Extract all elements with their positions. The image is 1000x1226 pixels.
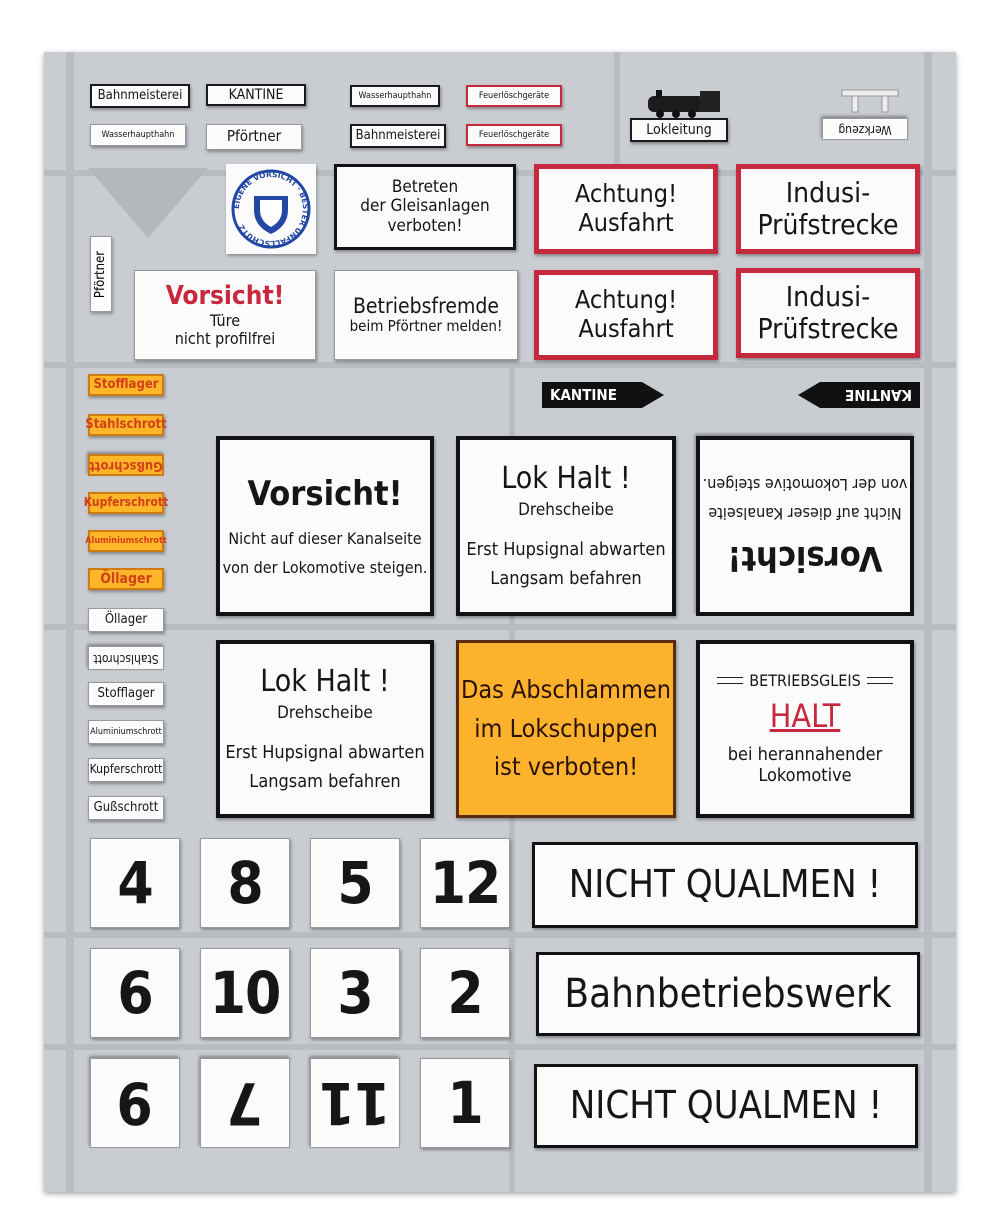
material-label-white: Stofflager (88, 682, 164, 706)
sign-line: von der Lokomotive steigen. (702, 475, 908, 495)
sprue-rail (66, 52, 74, 1192)
sign-line: Achtung! Ausfahrt (574, 179, 678, 237)
sign-kantine-arrow (798, 382, 920, 408)
sign-line: ist verboten! (493, 752, 639, 782)
sign-line: Nicht auf dieser Kanalseite (228, 529, 422, 549)
sign-title: Vorsicht! (165, 280, 285, 311)
number-tile: 3 (310, 948, 400, 1038)
sign-line: Erst Hupsignal abwarten (225, 742, 425, 764)
sign-feuerloeschgeraete: Feuerlöschgeräte (466, 124, 562, 146)
material-label-white: Aluminiumschrott (88, 720, 164, 744)
number-tile: 9 (90, 1058, 180, 1148)
sign-line: Betriebsfremde (352, 294, 500, 319)
sign-indusi-pruefstrecke (736, 164, 920, 254)
material-label-orange: Gußschrott (88, 454, 164, 476)
sign-line: verboten! (387, 215, 463, 236)
sign-title: Lok Halt ! (260, 664, 390, 700)
sign-achtung-ausfahrt (534, 270, 718, 360)
material-label-white: Stahlschrott (88, 646, 164, 670)
sign-feuerloeschgeraete: Feuerlöschgeräte (466, 85, 562, 107)
sprue-rail (924, 52, 932, 1192)
material-label-orange: Stofflager (88, 374, 164, 396)
sign-kantine-small: KANTINE (206, 84, 306, 106)
sign-line: NICHT QUALMEN ! (568, 862, 882, 907)
sign-line: beim Pförtner melden! (349, 317, 503, 336)
sign-wasserhaupthahn: Wasserhaupthahn (90, 124, 186, 146)
sign-title: Vorsicht! (727, 537, 883, 578)
double-line-decoration (717, 677, 743, 684)
sign-line: BETRIEBSGLEIS (749, 670, 861, 690)
sign-werkzeug: Werkzeug (822, 118, 908, 140)
number-tile: 12 (420, 838, 510, 928)
sign-nicht-qualmen (532, 842, 918, 928)
tool-figure (838, 86, 902, 114)
shield-icon (226, 164, 316, 254)
sign-lokleitung: Lokleitung (630, 118, 728, 142)
material-label-orange: Kupferschrott (88, 492, 164, 514)
sign-kantine-arrow (542, 382, 664, 408)
sign-line: Achtung! Ausfahrt (574, 285, 678, 343)
sign-line: Das Abschlammen (461, 674, 671, 704)
material-label-orange: Aluminiumschrott (88, 530, 164, 552)
sign-nicht-qualmen (534, 1064, 918, 1148)
sign-line: bei herannahender (727, 743, 883, 765)
number-tile: 7 (200, 1058, 290, 1148)
sign-title: HALT (769, 697, 841, 736)
arrow-label: KANTINE (542, 382, 642, 408)
sign-pfoertner-vertical (90, 236, 112, 312)
number-tile: 1 (420, 1058, 510, 1148)
sign-vorsicht-tuere (134, 270, 316, 360)
number-tile: 10 (200, 948, 290, 1038)
sign-line: Indusi- (785, 175, 871, 209)
sign-betriebsfremde (334, 270, 518, 360)
sign-indusi-pruefstrecke (736, 268, 920, 358)
pfoertner-vertical-label: Pförtner (93, 250, 109, 298)
sign-vorsicht-kanalseite (216, 436, 434, 616)
sign-line: nicht profilfrei (174, 328, 276, 348)
sprue-gate-funnel (88, 168, 208, 238)
sign-line: Langsam befahren (490, 568, 642, 590)
sign-line: Erst Hupsignal abwarten (466, 539, 666, 561)
sign-lok-halt (216, 640, 434, 818)
number-tile: 4 (90, 838, 180, 928)
sprue-rail (614, 52, 620, 172)
sign-title: Lok Halt ! (501, 461, 631, 497)
material-label-orange: Stahlschrott (88, 414, 164, 436)
sign-line: Türe (209, 310, 241, 330)
sign-bahnmeisterei: Bahnmeisterei (350, 124, 446, 148)
material-label-white: Gußschrott (88, 796, 164, 820)
number-tile: 11 (310, 1058, 400, 1148)
sign-line: Prüfstrecke (757, 208, 899, 241)
sign-wasserhaupthahn: Wasserhaupthahn (350, 85, 440, 107)
material-label-white: Öllager (88, 608, 164, 632)
sign-line: NICHT QUALMEN ! (569, 1083, 883, 1128)
sign-line: Langsam befahren (249, 771, 401, 793)
sign-abschlammen-verboten (456, 640, 676, 818)
sign-vorsicht-kanalseite-inverted (696, 436, 914, 616)
double-line-decoration (867, 677, 893, 684)
sign-line: Prüfstrecke (757, 312, 899, 345)
sign-line: Betreten (391, 176, 459, 197)
sprue-rail (44, 624, 956, 630)
sign-pfoertner: Pförtner (206, 124, 302, 150)
material-label-white: Kupferschrott (88, 758, 164, 782)
sign-line: der Gleisanlagen (360, 196, 490, 217)
sprue-rail (44, 1044, 956, 1050)
sign-line: Indusi- (785, 279, 871, 313)
svg-text:EIGENE VORSICHT · BESTER UNFAL: EIGENE VORSICHT · BESTER UNFALLSCHUTZ (231, 169, 311, 249)
sign-line: Drehscheibe (277, 702, 373, 723)
sign-achtung-ausfahrt (534, 164, 718, 254)
sign-line: Lokomotive (758, 764, 852, 786)
sign-line: Nicht auf dieser Kanalseite (708, 503, 902, 523)
sprue-rail (44, 932, 956, 938)
number-tile: 5 (310, 838, 400, 928)
sign-bahnmeisterei: Bahnmeisterei (90, 84, 190, 108)
sign-line: im Lokschuppen (474, 713, 658, 743)
sign-betreten-verboten (334, 164, 516, 250)
sign-line: von der Lokomotive steigen. (222, 557, 428, 577)
material-label-orange: Öllager (88, 568, 164, 590)
sprue-rail (44, 362, 956, 368)
sign-line: Bahnbetriebswerk (564, 971, 892, 1017)
safety-badge (226, 164, 316, 254)
locomotive-figure (642, 88, 726, 118)
number-tile: 6 (90, 948, 180, 1038)
sign-line: Drehscheibe (518, 499, 614, 520)
number-tile: 2 (420, 948, 510, 1038)
number-tile: 8 (200, 838, 290, 928)
arrow-label: KANTINE (820, 382, 920, 408)
sign-bahnbetriebswerk (536, 952, 920, 1036)
sign-title: Vorsicht! (247, 474, 403, 515)
sign-lok-halt (456, 436, 676, 616)
sign-betriebsgleis-halt (696, 640, 914, 818)
